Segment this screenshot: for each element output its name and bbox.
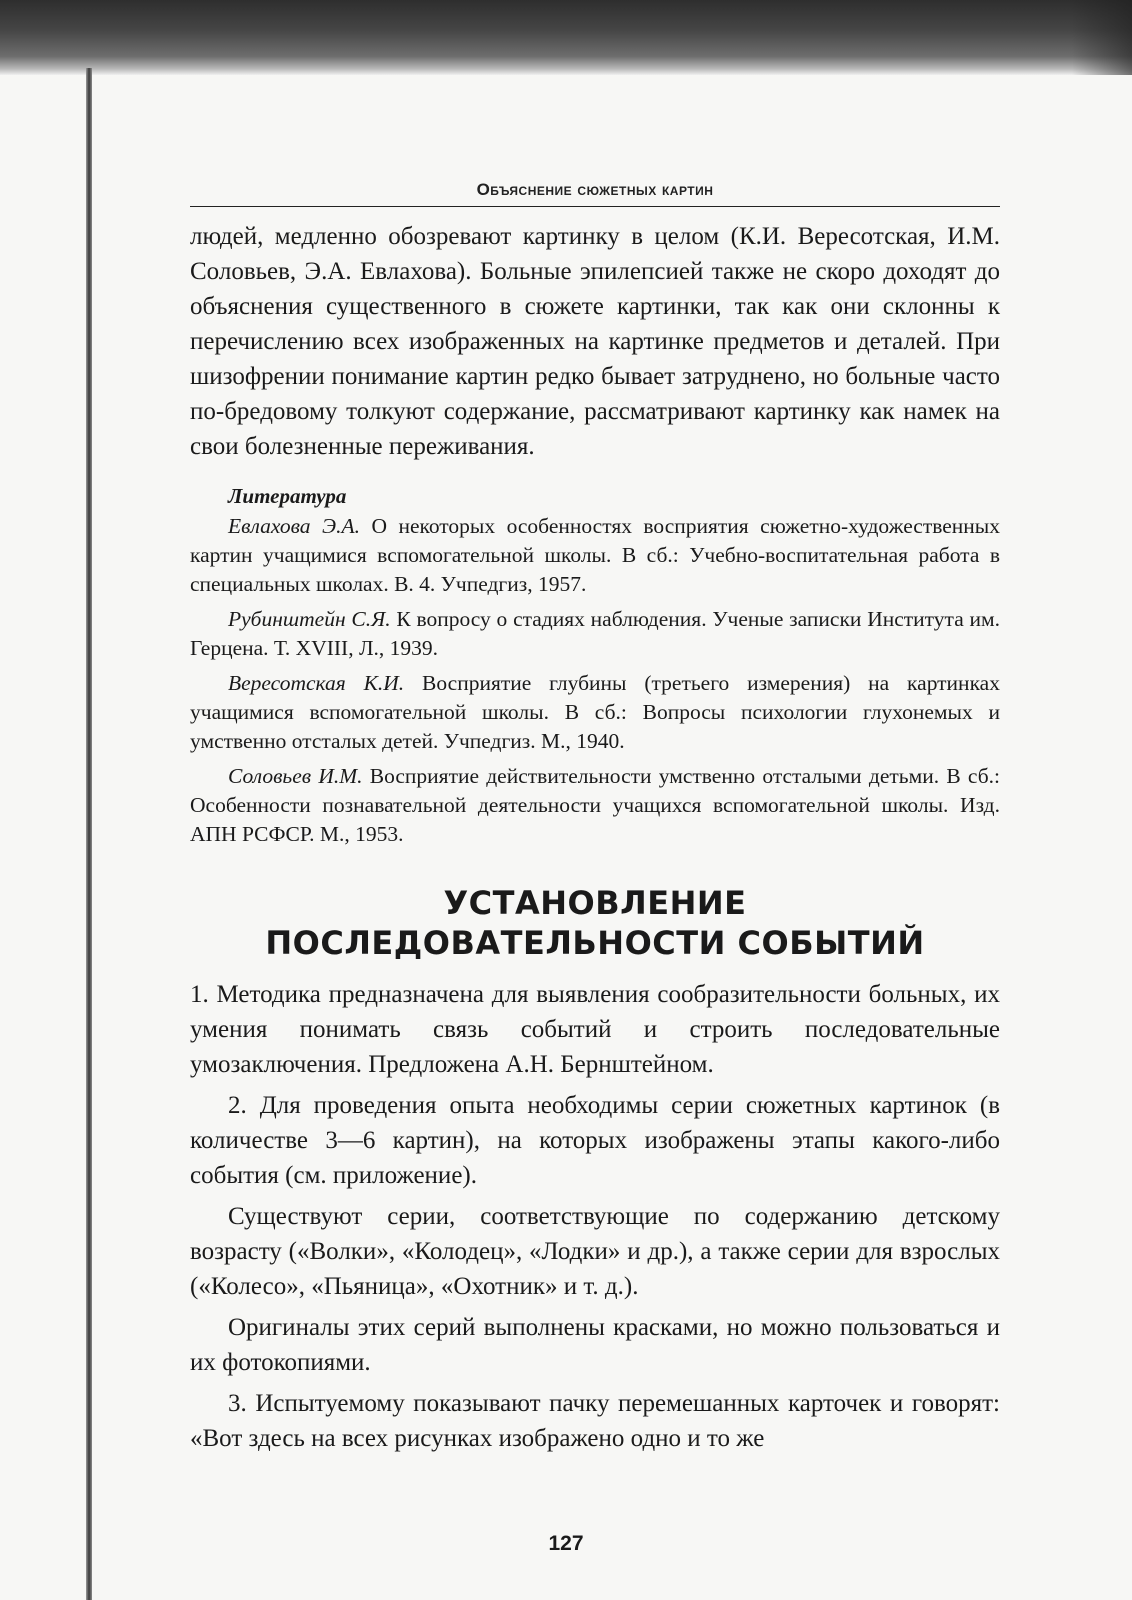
reference-text: Восприятие глубины (третьего измерения) на картинках учащимися вспомогательной школы. В сб.: Вопросы психологии глухонемых и умственно отсталых детей. Учпедгиз. М., 1940. (190, 671, 1000, 753)
book-page (190, 178, 1000, 1462)
reference-author: Евлахова Э.А. (228, 514, 360, 538)
reference-author: Рубинштейн С.Я. (228, 607, 391, 631)
reference-text: К вопросу о стадиях наблюдения. Ученые записки Института им. Герцена. Т. XVIII, Л., 1939. (190, 607, 1000, 660)
reference-item (190, 669, 1000, 756)
scan-top-shadow (0, 0, 1132, 75)
reference-item (190, 512, 1000, 599)
literature-heading: Литература (228, 484, 347, 508)
book-spine-edge (86, 68, 92, 1600)
section-paragraph: 3. Испытуемому показывают пачку перемешанных карточек и говорят: «Вот здесь на всех рисунках изображено одно и то же (190, 1390, 1000, 1452)
header-rule (190, 206, 1000, 207)
section-title (190, 883, 1000, 963)
section-paragraph: 2. Для проведения опыта необходимы серии сюжетных картинок (в количестве 3—6 картин), на которых изображены этапы какого-либо события (см. приложение). (190, 1092, 1000, 1189)
section-paragraph: Существуют серии, соответствующие по содержанию детскому возрасту («Волки», «Колодец», «Лодки» и др.), а также серии для взрослых («Колесо», «Пьяница», «Охотник» и т. д.). (190, 1203, 1000, 1300)
reference-item (190, 762, 1000, 849)
section-paragraph: 1. Методика предназначена для выявления сообразительности больных, их умения понимать связь событий и строить последовательные умозаключения. Предложена А.Н. Бернштейном. (190, 981, 1000, 1078)
reference-text: Восприятие действительности умственно отсталыми детьми. В сб.: Особенности познавательной деятельности учащихся вспомогательной школы. Изд. АПН РСФСР. М., 1953. (190, 764, 1000, 846)
reference-author: Вересотская К.И. (228, 671, 405, 695)
intro-paragraph: людей, медленно обозревают картинку в целом (К.И. Вересотская, И.М. Соловьев, Э.А. Евлахова). Больные эпилепсией также не скоро доходят до объяснения существенного в сюжете картинки, так как они склонны к перечислению всех изображенных на картинке предметов и деталей. При шизофрении понимание картин редко бывает затруднено, но больные часто по-бредовому толкуют содержание, рассматривают картинку как намек на свои болезненные переживания. (190, 223, 1000, 460)
reference-item (190, 605, 1000, 663)
section-paragraph: Оригиналы этих серий выполнены красками, но можно пользоваться и их фотокопиями. (190, 1314, 1000, 1376)
section-title-line-2: ПОСЛЕДОВАТЕЛЬНОСТИ СОБЫТИЙ (265, 924, 925, 962)
section-title-line-1: УСТАНОВЛЕНИЕ (443, 884, 747, 922)
running-head: Объяснение сюжетных картин (476, 180, 714, 199)
page-number: 127 (548, 1532, 584, 1555)
reference-author: Соловьев И.М. (228, 764, 363, 788)
reference-text: О некоторых особенностях восприятия сюжетно-художественных картин учащимися вспомогательной школы. В сб.: Учебно-воспитательная работа в специальных школах. В. 4. Учпедгиз, 1957. (190, 514, 1000, 596)
